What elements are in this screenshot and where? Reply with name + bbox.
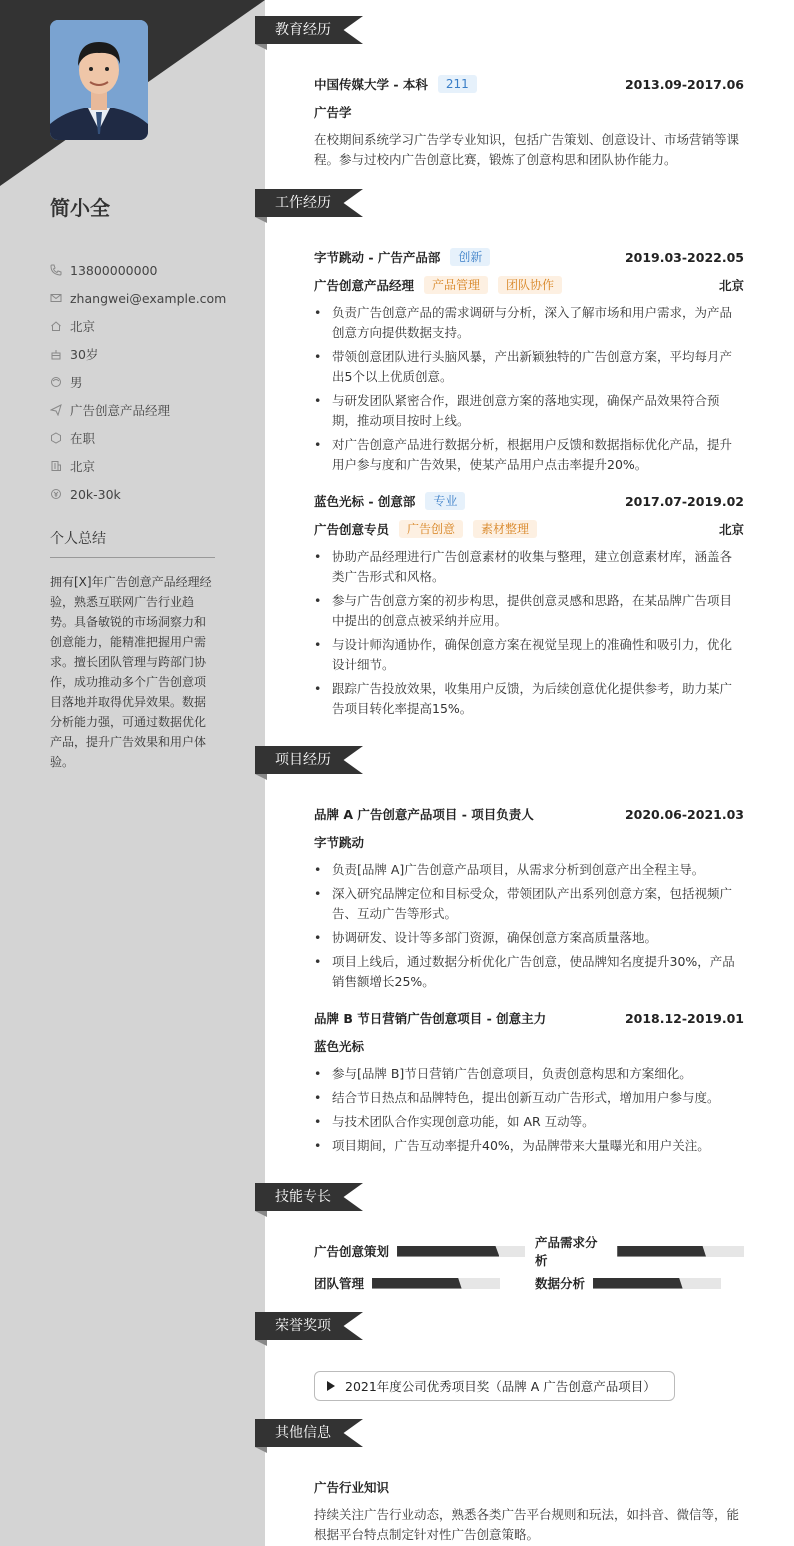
contact-info-text: 北京 bbox=[70, 459, 96, 474]
school-tag: 211 bbox=[438, 75, 477, 93]
company-name: 蓝色光标 - 创意部 bbox=[314, 494, 416, 509]
role-tag: 团队协作 bbox=[498, 276, 562, 294]
skill-bar-track bbox=[617, 1246, 744, 1257]
bullet-item: • 对广告创意产品进行数据分析，根据用户反馈和数据指标优化产品，提升用户参与度和广告效果，使某产品用户点击率提升20%。 bbox=[314, 435, 744, 475]
phone-icon bbox=[50, 264, 62, 276]
bullet-item: • 深入研究品牌定位和目标受众，带领团队产出系列创意方案，包括视频广告、互动广告等形式。 bbox=[314, 884, 744, 924]
project-org: 蓝色光标 bbox=[314, 1039, 365, 1054]
age-icon bbox=[50, 348, 62, 360]
section-header-other bbox=[255, 1419, 363, 1447]
other-desc: 持续关注广告行业动态，熟悉各类广告平台规则和玩法，如抖音、微信等，能根据平台特点制定针对性广告创意策略。 bbox=[314, 1507, 740, 1542]
contact-info-text: 在职 bbox=[70, 431, 96, 446]
skill-item bbox=[314, 1241, 525, 1261]
project-date: 2020.06-2021.03 bbox=[624, 806, 744, 822]
sidebar bbox=[0, 0, 265, 1546]
skill-item bbox=[314, 1273, 500, 1293]
section-title: 教育经历 bbox=[275, 22, 331, 38]
contact-info-text: zhangwei@example.com bbox=[70, 290, 227, 306]
work-city: 北京 bbox=[718, 522, 744, 537]
award-text: 2021年度公司优秀项目奖（品牌 A 广告创意产品项目） bbox=[345, 1379, 656, 1394]
skill-name: 广告创意策划 bbox=[314, 1244, 390, 1259]
bullet-item: • 跟踪广告投放效果，收集用户反馈，为后续创意优化提供参考，助力某广告项目转化率提高15%。 bbox=[314, 679, 744, 719]
contact-info-text: 20k-30k bbox=[70, 486, 121, 502]
project-org: 字节跳动 bbox=[314, 835, 365, 850]
status-icon bbox=[50, 432, 62, 444]
bullet-item: • 协助产品经理进行广告创意素材的收集与整理，建立创意素材库，涵盖各类广告形式和风格。 bbox=[314, 547, 744, 587]
home-icon bbox=[50, 320, 62, 332]
project-date: 2018.12-2019.01 bbox=[624, 1010, 744, 1026]
skill-name: 团队管理 bbox=[314, 1276, 365, 1291]
company-tag: 专业 bbox=[425, 492, 465, 510]
contact-info-item bbox=[50, 368, 226, 396]
section-title: 荣誉奖项 bbox=[275, 1318, 331, 1334]
section-title: 其他信息 bbox=[275, 1425, 331, 1441]
skill-item bbox=[535, 1273, 721, 1293]
contact-info-item bbox=[50, 424, 226, 452]
skill-bar-fill bbox=[593, 1278, 683, 1289]
summary-title: 个人总结 bbox=[50, 528, 215, 558]
contact-info-text: 男 bbox=[70, 375, 83, 390]
skill-bar-fill bbox=[372, 1278, 462, 1289]
work-date: 2019.03-2022.05 bbox=[624, 249, 744, 265]
bullet-item: • 项目上线后，通过数据分析优化广告创意，使品牌知名度提升30%，产品销售额增长25%。 bbox=[314, 952, 744, 992]
contact-info-item bbox=[50, 340, 226, 368]
role-tag: 广告创意 bbox=[399, 520, 463, 538]
company-tag: 创新 bbox=[450, 248, 490, 266]
bullet-item: • 参与广告创意方案的初步构思，提供创意灵感和思路，在某品牌广告项目中提出的创意点被采纳并应用。 bbox=[314, 591, 744, 631]
main-content bbox=[265, 0, 794, 1546]
project-entry bbox=[314, 804, 744, 996]
award-item[interactable] bbox=[314, 1371, 675, 1401]
mail-icon bbox=[50, 292, 62, 304]
project-bullets bbox=[314, 1064, 744, 1156]
avatar bbox=[50, 20, 148, 140]
gender-icon bbox=[50, 376, 62, 388]
skill-bar-fill bbox=[397, 1246, 499, 1257]
skill-item bbox=[535, 1235, 744, 1268]
bullet-item: • 与研发团队紧密合作，跟进创意方案的落地实现，确保产品效果符合预期，推动项目按时上线。 bbox=[314, 391, 744, 431]
bullet-item: • 协调研发、设计等多部门资源，确保创意方案高质量落地。 bbox=[314, 928, 744, 948]
salary-icon bbox=[50, 488, 62, 500]
bullet-item: • 项目期间，广告互动率提升40%，为品牌带来大量曝光和用户关注。 bbox=[314, 1136, 744, 1156]
play-triangle-icon bbox=[327, 1381, 335, 1391]
job-role: 广告创意专员 bbox=[314, 522, 390, 537]
send-icon bbox=[50, 404, 62, 416]
major: 广告学 bbox=[314, 105, 352, 120]
project-title: 品牌 A 广告创意产品项目 - 项目负责人 bbox=[314, 807, 534, 822]
education-desc: 在校期间系统学习广告学专业知识，包括广告策划、创意设计、市场营销等课程。参与过校内广告创意比赛，锻炼了创意构思和团队协作能力。 bbox=[314, 132, 740, 167]
work-date: 2017.07-2019.02 bbox=[624, 493, 744, 509]
project-entry bbox=[314, 1008, 744, 1160]
section-header-education bbox=[255, 16, 363, 44]
other-title: 广告行业知识 bbox=[314, 1480, 390, 1495]
bullet-item: • 负责广告创意产品的需求调研与分析，深入了解市场和用户需求，为产品创意方向提供数据支持。 bbox=[314, 303, 744, 343]
project-bullets bbox=[314, 860, 744, 992]
contact-info-list bbox=[50, 256, 226, 508]
section-title: 工作经历 bbox=[275, 195, 331, 211]
section-title: 项目经历 bbox=[275, 752, 331, 768]
skill-bar-track bbox=[397, 1246, 525, 1257]
contact-info-text: 30岁 bbox=[70, 347, 99, 362]
building-icon bbox=[50, 460, 62, 472]
skill-bar-track bbox=[372, 1278, 500, 1289]
other-entry bbox=[314, 1477, 744, 1545]
contact-info-text: 13800000000 bbox=[70, 262, 158, 278]
bullet-item: • 与技术团队合作实现创意功能，如 AR 互动等。 bbox=[314, 1112, 744, 1132]
school-name: 中国传媒大学 - 本科 bbox=[314, 77, 428, 92]
bullet-item: • 带领创意团队进行头脑风暴，产出新颖独特的广告创意方案，平均每月产出5个以上优质创意。 bbox=[314, 347, 744, 387]
skill-name: 数据分析 bbox=[535, 1276, 586, 1291]
contact-info-text: 北京 bbox=[70, 319, 96, 334]
section-header-skills bbox=[255, 1183, 363, 1211]
skill-name: 产品需求分析 bbox=[535, 1235, 598, 1268]
section-header-awards bbox=[255, 1312, 363, 1340]
project-title: 品牌 B 节日营销广告创意项目 - 创意主力 bbox=[314, 1011, 547, 1026]
bullet-item: • 结合节日热点和品牌特色，提出创新互动广告形式，增加用户参与度。 bbox=[314, 1088, 744, 1108]
work-entry bbox=[314, 491, 744, 723]
bullet-item: • 负责[品牌 A]广告创意产品项目，从需求分析到创意产出全程主导。 bbox=[314, 860, 744, 880]
summary-text: 拥有[X]年广告创意产品经理经验，熟悉互联网广告行业趋势。具备敏锐的市场洞察力和创意能力，能精准把握用户需求。擅长团队管理与跨部门协作，成功推动多个广告创意项目落地并取得优异效果。数据分析能力强，可通过数据优化产品，提升广告效果和用户体验。 bbox=[50, 575, 212, 769]
work-entry bbox=[314, 247, 744, 479]
role-tag: 素材整理 bbox=[473, 520, 537, 538]
bullet-item: • 参与[品牌 B]节日营销广告创意项目，负责创意构思和方案细化。 bbox=[314, 1064, 744, 1084]
job-role: 广告创意产品经理 bbox=[314, 278, 415, 293]
contact-info-item bbox=[50, 256, 226, 284]
contact-info-item bbox=[50, 396, 226, 424]
education-entry bbox=[314, 74, 744, 170]
work-bullets bbox=[314, 547, 744, 719]
bullet-item: • 与设计师沟通协作，确保创意方案在视觉呈现上的准确性和吸引力，优化设计细节。 bbox=[314, 635, 744, 675]
section-header-work bbox=[255, 189, 363, 217]
skill-bar-fill bbox=[617, 1246, 706, 1257]
role-tag: 产品管理 bbox=[424, 276, 488, 294]
section-header-project bbox=[255, 746, 363, 774]
work-bullets bbox=[314, 303, 744, 475]
contact-info-item bbox=[50, 284, 226, 312]
work-city: 北京 bbox=[718, 278, 744, 293]
contact-info-text: 广告创意产品经理 bbox=[70, 403, 171, 418]
skills-grid bbox=[314, 1235, 744, 1301]
education-date: 2013.09-2017.06 bbox=[624, 76, 744, 92]
contact-info-item bbox=[50, 480, 226, 508]
company-name: 字节跳动 - 广告产品部 bbox=[314, 250, 441, 265]
contact-info-item bbox=[50, 452, 226, 480]
contact-info-item bbox=[50, 312, 226, 340]
section-title: 技能专长 bbox=[275, 1189, 331, 1205]
candidate-name: 简小全 bbox=[50, 196, 110, 220]
skill-bar-track bbox=[593, 1278, 721, 1289]
